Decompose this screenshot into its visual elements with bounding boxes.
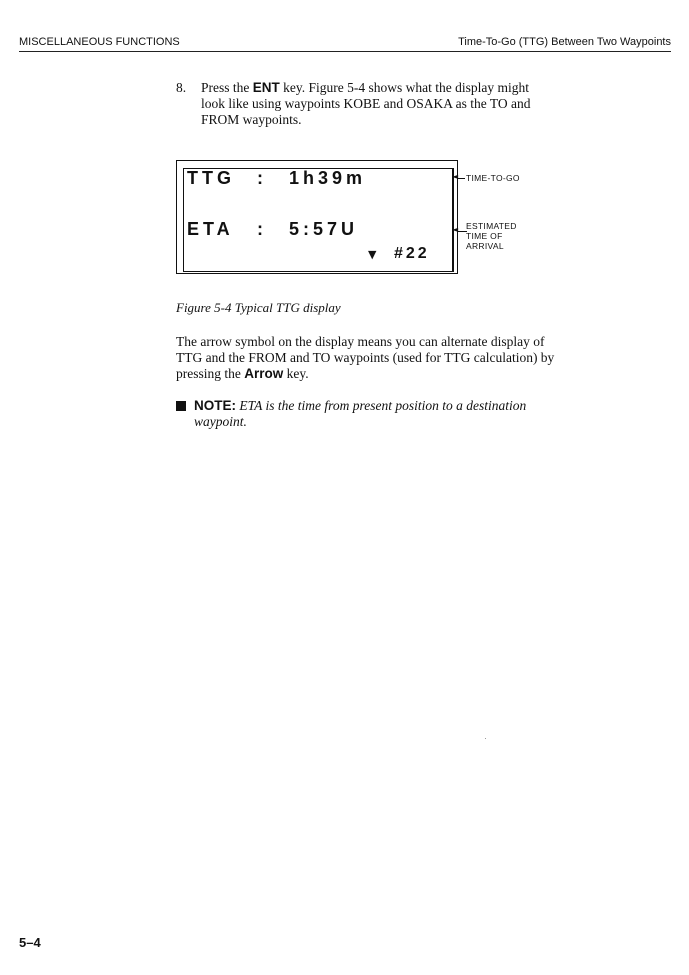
ttg-callout-label: TIME-TO-GO: [466, 173, 520, 183]
page-number: 5–4: [19, 935, 41, 950]
paragraph-key-name: Arrow: [244, 366, 284, 381]
step-number: 8.: [176, 80, 187, 95]
display-ttg-value: 1h39m: [289, 168, 367, 188]
ttg-callout-arrow-icon: ◄: [452, 172, 459, 181]
eta-callout-arrow-icon: ◄: [452, 225, 459, 234]
eta-callout-line-2: TIME OF: [466, 231, 503, 241]
body-paragraph: [176, 334, 556, 382]
display-waypoint-number: #22: [394, 245, 430, 262]
step-text-before: Press the: [201, 80, 253, 95]
eta-callout-line-1: ESTIMATED: [466, 221, 517, 231]
scan-speck: [485, 738, 486, 739]
header-section-title: MISCELLANEOUS FUNCTIONS: [19, 36, 180, 48]
note-block: [176, 398, 556, 430]
step-8: [176, 80, 556, 128]
note-label: NOTE:: [194, 398, 236, 413]
display-ttg-separator: :: [257, 168, 267, 188]
step-text: [201, 80, 556, 128]
display-eta-value: 5:57U: [289, 219, 359, 239]
display-eta-label: ETA: [187, 219, 234, 239]
header-topic-title: Time-To-Go (TTG) Between Two Waypoints: [458, 36, 671, 48]
paragraph-text-after: key.: [283, 366, 309, 381]
display-arrow-icon: ▼: [368, 248, 377, 261]
step-key-name: ENT: [252, 80, 280, 95]
step-text-after: key. Figure 5-4 shows what the display might look like using waypoints KOBE and OSAKA as the TO and FROM waypoints.: [201, 80, 531, 127]
display-ttg-label: TTG: [187, 168, 235, 188]
page-header: [19, 36, 671, 52]
note-content: [194, 398, 556, 430]
header-rule: [19, 51, 671, 52]
figure-caption: Figure 5-4 Typical TTG display: [176, 300, 341, 315]
note-bullet-icon: [176, 401, 186, 411]
eta-callout-label: [466, 221, 517, 251]
paragraph-text-before: The arrow symbol on the display means you can alternate display of TTG and the FROM and TO waypoints (used for TTG calculation) by pressing the: [176, 334, 555, 381]
display-eta-separator: :: [257, 219, 267, 239]
ttg-callout-line: [458, 178, 465, 179]
eta-callout-line-3: ARRIVAL: [466, 241, 504, 251]
note-text: ETA is the time from present position to a destination waypoint.: [194, 398, 527, 429]
